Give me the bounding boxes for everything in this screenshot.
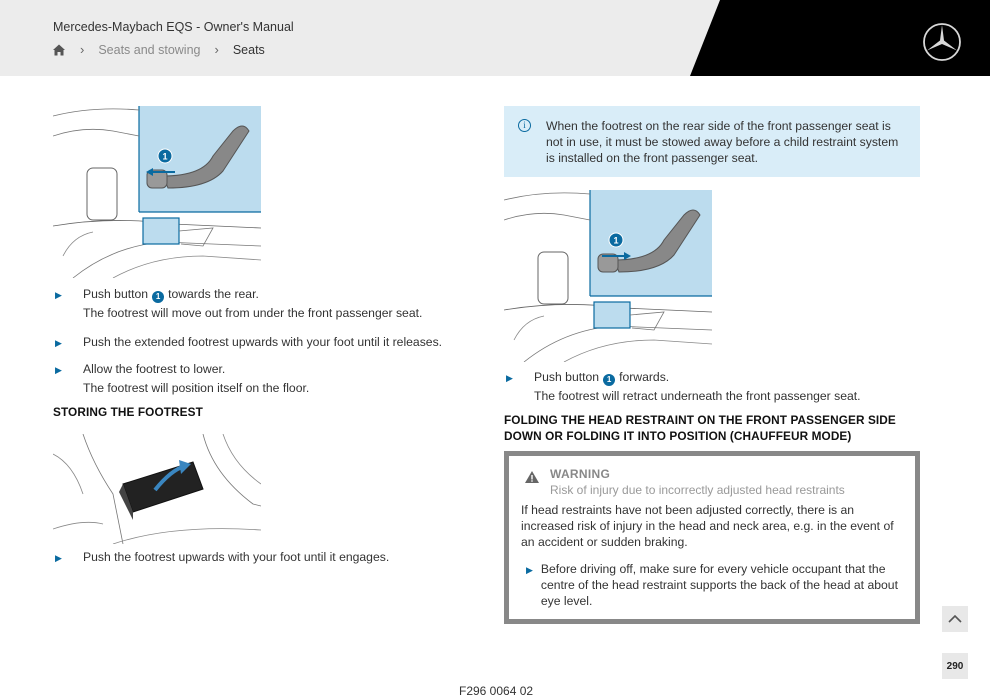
- step-bullet-icon: ▶: [55, 338, 62, 348]
- step-result: The footrest will position itself on the floor.: [83, 381, 310, 395]
- step-result: The footrest will retract underneath the front passenger seat.: [534, 389, 861, 403]
- warning-title: WARNING: [550, 467, 611, 481]
- step-bullet-icon: ▶: [526, 565, 533, 575]
- chevron-up-icon: [948, 615, 962, 623]
- warning-box: [504, 451, 920, 624]
- breadcrumb: [52, 42, 265, 57]
- step-bullet-icon: ▶: [55, 553, 62, 563]
- manual-title: Mercedes-Maybach EQS - Owner's Manual: [53, 20, 294, 34]
- chevron-right-icon: ›: [214, 42, 219, 57]
- svg-text:1: 1: [162, 151, 168, 162]
- button-1-badge: 1: [152, 291, 164, 303]
- heading-folding-head-restraint: FOLDING THE HEAD RESTRAINT ON THE FRONT PASSENGER SIDE DOWN OR FOLDING IT INTO POSITION (CHAUFFEUR MODE): [504, 413, 896, 443]
- document-code: F296 0064 02: [459, 684, 534, 698]
- info-box: [504, 106, 920, 177]
- warning-subtitle: Risk of injury due to incorrectly adjusted head restraints: [550, 483, 845, 497]
- footrest-store-illustration: [53, 434, 261, 544]
- step-bullet-icon: ▶: [55, 365, 62, 375]
- warning-step: ▶ Before driving off, make sure for every vehicle occupant that the centre of the head restraint supports the back of the head at about eye level.: [526, 562, 898, 608]
- info-icon: i: [518, 119, 531, 132]
- scroll-to-top-button[interactable]: [942, 606, 968, 632]
- step-push-footrest-engage: ▶ Push the footrest upwards with your foot until it engages.: [53, 548, 389, 568]
- step-push-button-forwards: ▶ Push button 1 forwards. The footrest will retract underneath the front passenger seat.: [504, 368, 861, 406]
- step-result: The footrest will move out from under the front passenger seat.: [83, 306, 423, 320]
- step-push-button-rear: ▶ Push button 1 towards the rear. The footrest will move out from under the front passenger seat.: [53, 285, 422, 323]
- breadcrumb-seats: Seats: [232, 42, 265, 57]
- step-bullet-icon: ▶: [55, 290, 62, 300]
- chevron-right-icon: ›: [80, 42, 85, 57]
- step-bullet-icon: ▶: [506, 373, 513, 383]
- warning-text: If head restraints have not been adjusted correctly, there is an increased risk of injury in the head and neck area, e.g. in the event of an accident or sudden braking.: [521, 503, 894, 549]
- step-push-footrest-up: ▶ Push the extended footrest upwards with your foot until it releases.: [53, 333, 442, 353]
- footrest-extend-illustration: [53, 106, 261, 278]
- home-icon[interactable]: [52, 43, 66, 57]
- info-text: When the footrest on the rear side of the front passenger seat is not in use, it must be stowed away before a child restraint system is installed on the front passenger seat.: [546, 119, 899, 165]
- warning-icon: [525, 471, 539, 483]
- breadcrumb-seats-and-stowing[interactable]: Seats and stowing: [98, 42, 201, 57]
- footrest-retract-illustration: [504, 190, 712, 362]
- mercedes-star-logo: [922, 22, 962, 62]
- page-number: 290: [942, 653, 968, 679]
- heading-storing-footrest: STORING THE FOOTREST: [53, 405, 203, 419]
- svg-text:1: 1: [613, 235, 619, 246]
- button-1-badge: 1: [603, 374, 615, 386]
- step-allow-lower: ▶ Allow the footrest to lower. The footrest will position itself on the floor.: [53, 360, 309, 398]
